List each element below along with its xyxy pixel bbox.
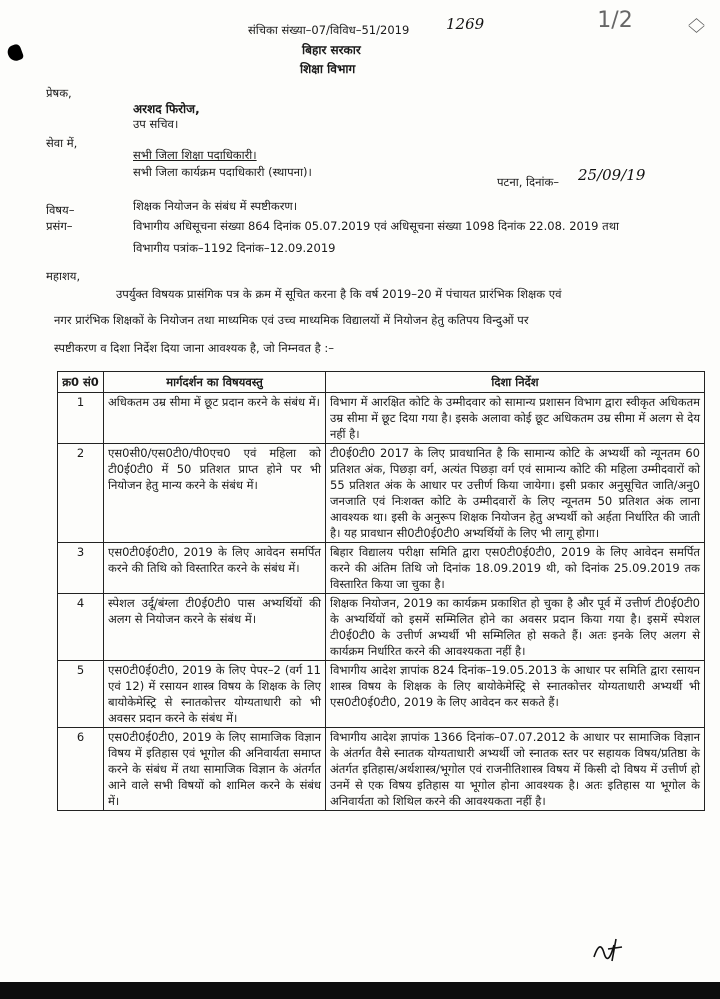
row-topic: अधिकतम उम्र सीमा में छूट प्रदान करने के संबंध में। xyxy=(104,393,326,444)
row-number: 5 xyxy=(58,661,104,728)
table-row xyxy=(58,728,705,811)
row-topic: स्पेशल उर्दू/बंग्ला टी0ई0टी0 पास अभ्यर्थियों की अलग से नियोजन करने के संबंध में। xyxy=(104,594,326,661)
government-name: बिहार सरकार xyxy=(302,43,361,57)
place-date-label: पटना, दिनांक– xyxy=(497,175,560,189)
row-number: 3 xyxy=(58,543,104,594)
row-number: 2 xyxy=(58,444,104,543)
row-direction: बिहार विद्यालय परीक्षा समिति द्वारा एस0टी0ई0टी0, 2019 के लिए आवेदन समर्पित करने की अंतिम तिथि जो दिनांक 18.09.2019 थी, को दिनांक 25.09.2019 तक विस्तारित किया जा चुका है। xyxy=(326,543,705,594)
sender-designation: उप सचिव। xyxy=(133,117,179,131)
recipient-2: सभी जिला कार्यक्रम पदाधिकारी (स्थापना)। xyxy=(133,165,312,179)
row-topic: एस0टी0ई0टी0, 2019 के लिए आवेदन समर्पित करने की तिथि को विस्तारित करने के संबंध में। xyxy=(104,543,326,594)
margin-mark xyxy=(6,43,25,63)
row-topic: एस0टी0ई0टी0, 2019 के लिए पेपर–2 (वर्ग 11 एवं 12) में रसायन शास्त्र विषय के शिक्षक के लिए बायोकेमेस्ट्रि से स्नातकोत्तर योग्यताधारी को भी अवसर प्रदान करने के संबंध में। xyxy=(104,661,326,728)
table-header-row xyxy=(58,372,705,393)
table-row xyxy=(58,543,705,594)
reference-number: संचिका संख्या–07/विविध–51/2019 xyxy=(248,23,410,37)
department-name: शिक्षा विभाग xyxy=(300,62,356,76)
row-direction: विभागीय आदेश ज्ञापांक 1366 दिनांक–07.07.2012 के आधार पर सामाजिक विज्ञान के अंतर्गत वैसे स्नातक योग्यताधारी अभ्यर्थी जो स्नातक स्तर पर सहायक विषय/प्रतिष्ठा के अंतर्गत इतिहास/अर्थशास्त्र/भूगोल एवं राजनीतिशास्त्र विषय में किसी दो विषय में उत्तीर्ण हो उनमें से एक विषय इतिहास या भूगोल होना आवश्यक है। अतः इतिहास या भूगोल के अनिवार्यता को शिथिल करने की आवश्यकता नहीं है। xyxy=(326,728,705,811)
subject-label: विषय– xyxy=(46,203,75,217)
row-number: 6 xyxy=(58,728,104,811)
reference-line-2: विभागीय पत्रांक–1192 दिनांक–12.09.2019 xyxy=(133,241,336,255)
sender-name: अरशद फिरोज, xyxy=(133,102,200,116)
page-navigation[interactable] xyxy=(678,0,720,44)
table-row xyxy=(58,393,705,444)
row-topic: एस0टी0ई0टी0, 2019 के लिए सामाजिक विज्ञान विषय में इतिहास एवं भूगोल की अनिवार्यता समाप्त करने के संबंध में तथा सामाजिक विज्ञान के अंतर्गत आने वाले सभी विषयों को शामिल करने के संबंध में। xyxy=(104,728,326,811)
body-line-3: स्पष्टीकरण व दिशा निर्देश दिया जाना आवश्यक है, जो निम्नवत है :– xyxy=(54,341,335,355)
row-number: 4 xyxy=(58,594,104,661)
row-direction: विभागीय आदेश ज्ञापांक 824 दिनांक–19.05.2013 के आधार पर समिति द्वारा रसायन शास्त्र विषय के शिक्षक के लिए बायोकेमेस्ट्रि से स्नातकोत्तर योग्यताधारी अभ्यर्थी भी एस0टी0ई0टी0, 2019 के लिए आवेदन कर सकते हैं। xyxy=(326,661,705,728)
to-label: सेवा में, xyxy=(46,136,78,150)
guidance-table xyxy=(57,371,705,811)
row-topic: एस0सी0/एस0टी0/पी0एच0 एवं महिला को टी0ई0टी0 में 50 प्रतिशत प्राप्त होने पर भी नियोजन हेतु मान्य करने के संबंध में। xyxy=(104,444,326,543)
header-topic: मार्गदर्शन का विषयवस्तु xyxy=(104,372,326,393)
date-handwritten: 25/09/19 xyxy=(578,166,646,184)
chevron-down-icon[interactable]: ﹀ xyxy=(688,25,705,45)
row-number: 1 xyxy=(58,393,104,444)
table-row xyxy=(58,661,705,728)
initials-signature xyxy=(590,935,630,965)
page-indicator: 1/2 xyxy=(597,7,633,33)
table-row xyxy=(58,594,705,661)
salutation: महाशय, xyxy=(46,269,81,283)
sender-label: प्रेषक, xyxy=(46,86,72,100)
row-direction: विभाग में आरक्षित कोटि के उम्मीदवार को सामान्य प्रशासन विभाग द्वारा स्वीकृत अधिकतम उम्र सीमा में छूट दिया गया है। इसके अलावा कोई छूट अधिकतम उम्र सीमा में अलग से देय नहीं है। xyxy=(326,393,705,444)
reference-label: प्रसंग– xyxy=(46,219,73,233)
header-direction: दिशा निर्देश xyxy=(326,372,705,393)
reference-line-1: विभागीय अधिसूचना संख्या 864 दिनांक 05.07.2019 एवं अधिसूचना संख्या 1098 दिनांक 22.08. 2019 तथा xyxy=(133,219,620,233)
subject-text: शिक्षक नियोजन के संबंध में स्पष्टीकरण। xyxy=(133,199,298,213)
row-direction: शिक्षक नियोजन, 2019 का कार्यक्रम प्रकाशित हो चुका है और पूर्व में उत्तीर्ण टी0ई0टी0 के अभ्यर्थियों को इसमें सम्मिलित होने का अवसर प्रदान किया गया है। इसमें स्पेशल टी0ई0टी0 के उत्तीर्ण अभ्यर्थी भी सम्मिलित हो सकते हैं। अतः इनके लिए अलग से कार्यक्रम निर्धारित करने की आवश्यकता नहीं है। xyxy=(326,594,705,661)
body-line-2: नगर प्रारंभिक शिक्षकों के नियोजन तथा माध्यमिक एवं उच्च माध्यमिक विद्यालयों में नियोजन हेतु कतिपय विन्दुओं पर xyxy=(54,313,529,327)
reference-handwritten: 1269 xyxy=(446,15,485,33)
table-row xyxy=(58,444,705,543)
row-direction: टी0ई0टी0 2017 के लिए प्रावधानित है कि सामान्य कोटि के अभ्यर्थी को न्यूनतम 60 प्रतिशत अंक, पिछड़ा वर्ग, अत्यंत पिछड़ा वर्ग एवं सामान्य कोटि की महिला उम्मीदवारों को 55 प्रतिशत अंक के आधार पर उत्तीर्ण किया जायेगा। इसी प्रकार अनुसूचित जाति/अनु0 जनजाति एवं निःशक्त कोटि के उम्मीदवारों के लिए न्यूनतम 50 प्रतिशत अंक लाना आवश्यक था। इसी के अनुरूप शिक्षक नियोजन हेतु अभ्यर्थी को अर्हता निर्धारित की जाती है। यह प्रावधान सी0टी0ई0टी0 अभ्यर्थियों के लिए भी लागू होगा। xyxy=(326,444,705,543)
viewer-bottom-bar xyxy=(0,982,720,999)
chevron-up-icon[interactable]: ︿ xyxy=(688,9,705,29)
recipient-1: सभी जिला शिक्षा पदाधिकारी। xyxy=(133,148,257,162)
body-line-1: उपर्युक्त विषयक प्रासंगिक पत्र के क्रम में सूचित करना है कि वर्ष 2019–20 में पंचायत प्रारंभिक शिक्षक एवं xyxy=(116,287,562,301)
header-serial: क्र0 सं0 xyxy=(58,372,104,393)
